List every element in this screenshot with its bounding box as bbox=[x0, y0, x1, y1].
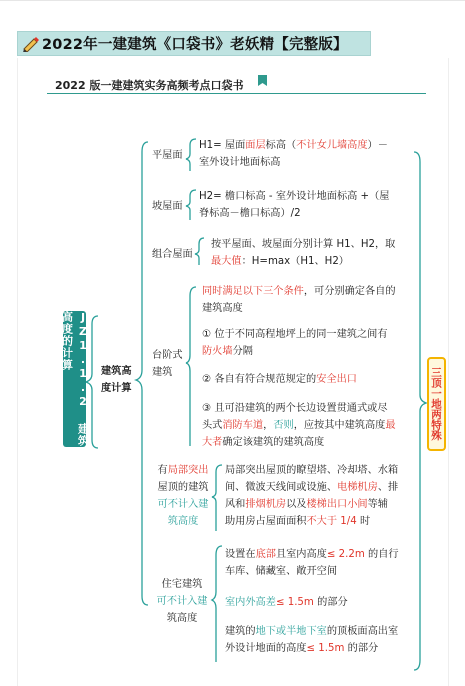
text-part: 时 bbox=[356, 516, 371, 527]
text-part: 头式 bbox=[202, 420, 223, 431]
text-part: 助用房占屋面面积 bbox=[225, 516, 307, 527]
text-part: 风和 bbox=[225, 499, 246, 510]
highlight-text: 面层 bbox=[245, 140, 266, 151]
text-part: ，可分别确定各自的 bbox=[303, 286, 396, 297]
highlight-text: 最大值 bbox=[211, 256, 242, 267]
text-part: 有 bbox=[157, 465, 168, 476]
highlight-text: 不大于 1/4 bbox=[306, 516, 357, 527]
highlight-text: 防火墙 bbox=[202, 346, 233, 357]
highlight-text: 最 bbox=[385, 420, 396, 431]
card-title: 2022 版一建建筑实务高频考点口袋书 bbox=[55, 79, 244, 92]
text-part: 且室内高度 bbox=[275, 549, 327, 560]
text-part: 确定该建筑的建筑高度 bbox=[222, 437, 325, 448]
local-protrusion-text bbox=[225, 462, 417, 530]
stepped-condition-2 bbox=[202, 371, 417, 388]
highlight-text: 筑高度 bbox=[167, 516, 199, 527]
stepped-condition-3 bbox=[202, 400, 417, 451]
text-part: 的自行 bbox=[364, 549, 399, 560]
highlight-text: ≤ 2.2m bbox=[326, 549, 365, 560]
residential-item-2 bbox=[225, 594, 417, 611]
slope-roof-label: 坡屋面 bbox=[152, 201, 183, 212]
text-part: 等辅 bbox=[367, 499, 388, 510]
highlight-text: 室内外高差 bbox=[225, 597, 276, 608]
text-part: 屋顶的建筑 bbox=[157, 482, 209, 493]
slope-roof-text bbox=[199, 188, 414, 222]
text-part: ）－ bbox=[367, 140, 388, 151]
residential-label bbox=[150, 576, 214, 627]
combined-roof-label: 组合屋面 bbox=[152, 249, 193, 260]
text-part: 以及 bbox=[286, 499, 307, 510]
topic-label: JZ1.1.2 建筑高度的计算 bbox=[60, 311, 90, 447]
highlight-text: 可不计入建 bbox=[156, 596, 208, 607]
local-protrusion-label bbox=[152, 462, 214, 530]
text-part: ① 位于不同高程地坪上的同一建筑之间有 bbox=[202, 329, 388, 340]
text-part: H1= 屋面 bbox=[199, 140, 246, 151]
stepped-label bbox=[152, 347, 192, 381]
flat-roof-text bbox=[199, 137, 414, 171]
text-part: 室外设计地面标高 bbox=[199, 157, 281, 168]
text-part: 设置在 bbox=[225, 549, 256, 560]
highlight-text: 安全出口 bbox=[316, 374, 357, 385]
text-part: 分隔 bbox=[232, 346, 253, 357]
highlight-text: 地下或半地下室 bbox=[255, 626, 327, 637]
stepped-intro bbox=[202, 283, 417, 317]
highlight-text: 电梯机房 bbox=[337, 482, 378, 493]
stepped-condition-1 bbox=[202, 326, 417, 360]
residential-item-1 bbox=[225, 546, 417, 580]
highlight-text: 排烟机房 bbox=[245, 499, 287, 510]
text-part: 建筑的 bbox=[225, 626, 256, 637]
banner-title: 2022年一建建筑《口袋书》老妖精【完整版】 bbox=[42, 37, 348, 53]
highlight-text: 楼梯出口小间 bbox=[306, 499, 368, 510]
text-part: 建筑 bbox=[152, 367, 173, 378]
text-part: H2= 檐口标高 - 室外设计地面标高 +（屋 bbox=[199, 191, 390, 202]
highlight-text: 底部 bbox=[255, 549, 276, 560]
highlight-text: 消防车道 bbox=[222, 420, 264, 431]
text-part: 的部分 bbox=[344, 643, 379, 654]
text-part: 的顶板面高出室 bbox=[326, 626, 399, 637]
text-part: 按平屋面、坡屋面分别计算 H1、H2，取 bbox=[211, 239, 396, 250]
category-text: 建筑高度计算 bbox=[101, 366, 132, 394]
highlight-text: 不计女儿墙高度 bbox=[296, 140, 368, 151]
text-part: 住宅建筑 bbox=[161, 579, 203, 590]
combined-roof-text bbox=[211, 236, 416, 270]
text-part: 的部分 bbox=[313, 597, 348, 608]
text-part: ：H=max（H1、H2） bbox=[241, 256, 349, 267]
flat-roof-label: 平屋面 bbox=[152, 150, 183, 161]
text-part: 筑高度 bbox=[166, 613, 198, 624]
text-part: ，应按其中建筑高度 bbox=[293, 420, 386, 431]
highlight-text: 大者 bbox=[202, 437, 223, 448]
text-part: 车库、储藏室、敞开空间 bbox=[225, 566, 338, 577]
residential-item-3 bbox=[225, 623, 417, 657]
side-note: 三顶一地两特殊 bbox=[427, 357, 446, 451]
highlight-text: 可不计入建 bbox=[157, 499, 209, 510]
text-part: 间、微波天线间或设施、 bbox=[225, 482, 338, 493]
text-part: ， bbox=[263, 420, 274, 431]
highlight-text: 否则 bbox=[273, 420, 294, 431]
highlight-text: 同时满足以下三个条件 bbox=[202, 286, 304, 297]
text-part: 、排 bbox=[377, 482, 399, 493]
text-part: 外设计地面的高度 bbox=[225, 643, 307, 654]
text-part: 脊标高－檐口标高）/2 bbox=[199, 208, 301, 219]
highlight-text: ≤ 1.5m bbox=[275, 597, 314, 608]
text-part: ③ 且可沿建筑的两个长边设置贯通式或尽 bbox=[202, 403, 388, 414]
text-part: 标高（ bbox=[265, 140, 297, 151]
text-part: 台阶式 bbox=[152, 350, 183, 361]
highlight-text: 局部突出 bbox=[167, 465, 209, 476]
category-label bbox=[101, 363, 141, 397]
highlight-text: ≤ 1.5m bbox=[306, 643, 345, 654]
text-part: 局部突出屋顶的瞭望塔、冷却塔、水箱 bbox=[225, 465, 399, 476]
text-part: 建筑高度 bbox=[202, 303, 243, 314]
text-part: ② 各自有符合规范规定的 bbox=[202, 374, 317, 385]
